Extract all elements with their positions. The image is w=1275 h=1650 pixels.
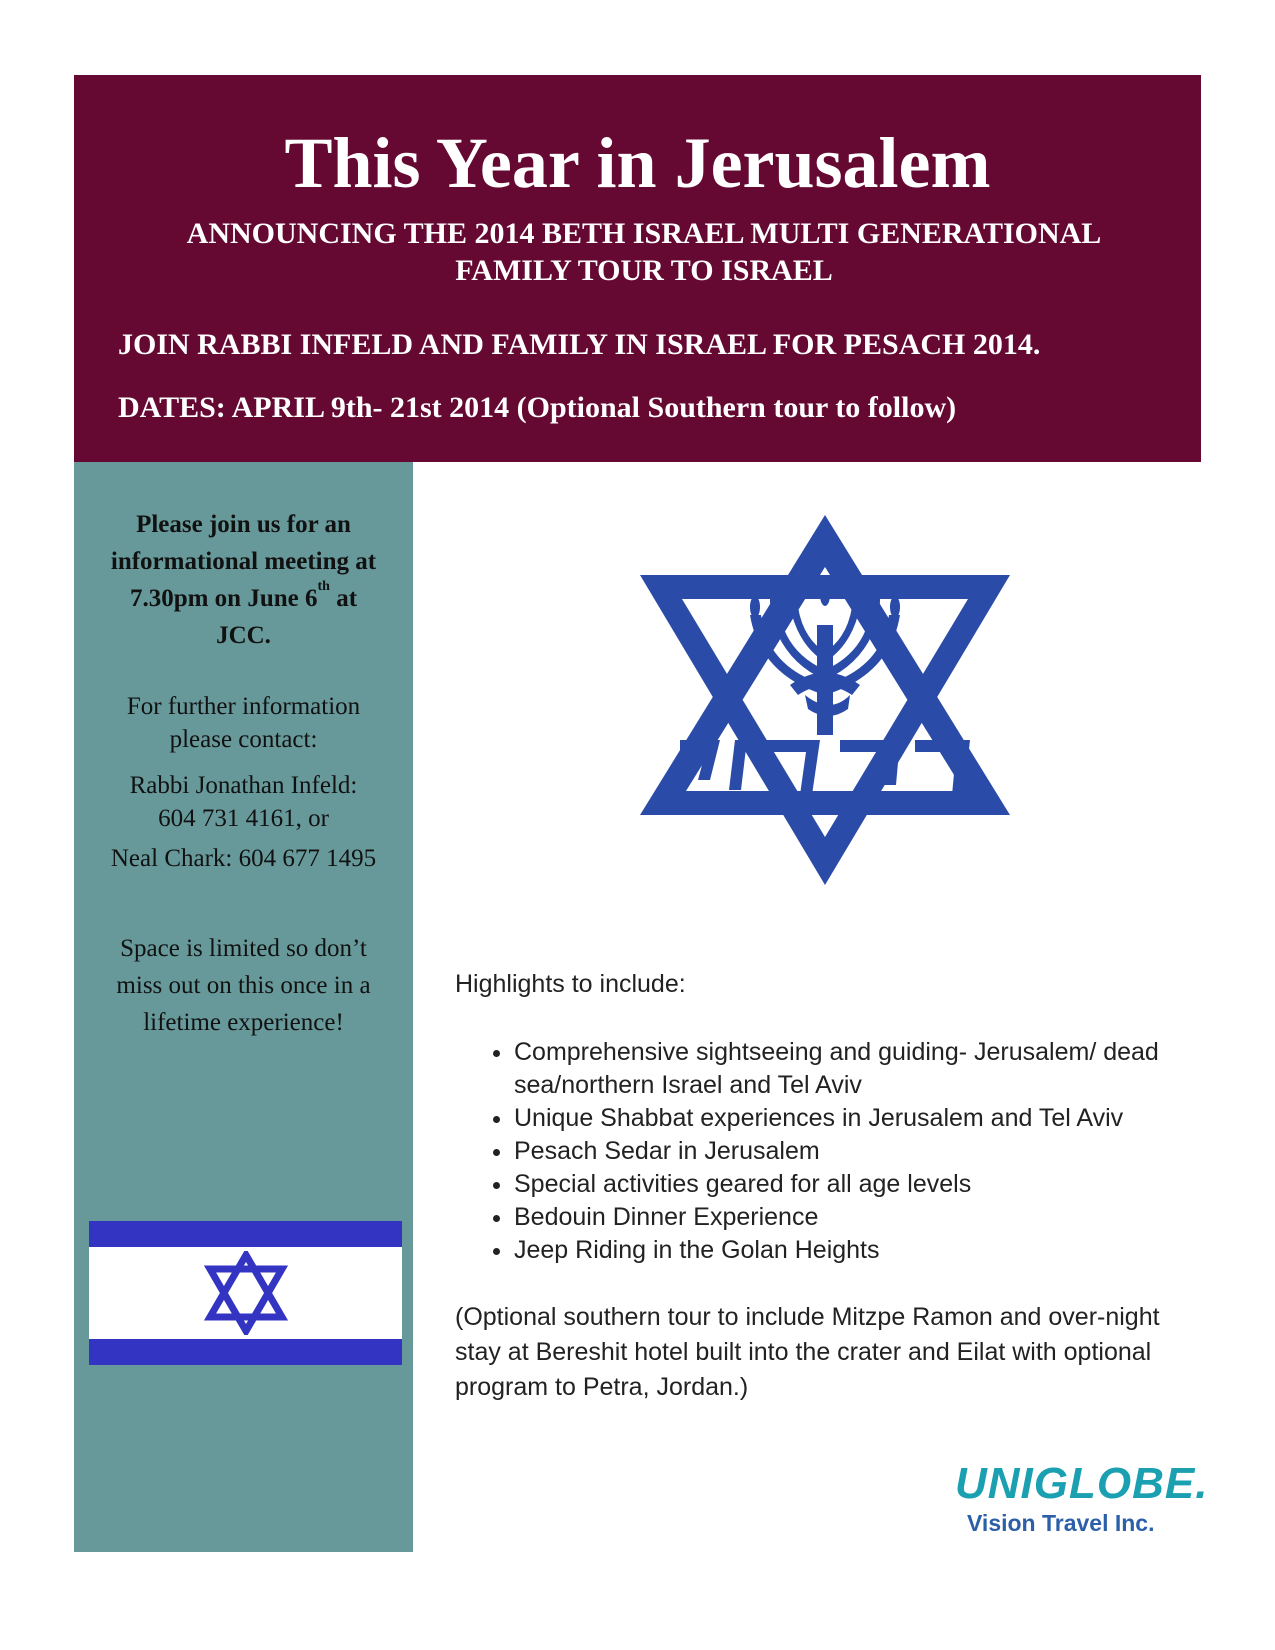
meeting-line [74,580,413,617]
space-line: miss out on this once in a [116,972,371,999]
uniglobe-logo [955,1459,1209,1542]
further-line: please contact: [169,726,318,753]
star-menorah-emblem-icon [640,515,1010,895]
meeting-at: at [329,585,358,612]
neal-contact: Neal Chark: 604 677 1495 [110,845,377,872]
announcement-line: FAMILY TOUR TO ISRAEL [455,254,833,287]
page-title: This Year in Jerusalem [284,123,991,203]
rabbi-contact [74,769,413,835]
meeting-line: informational meeting at [110,548,377,575]
space-line: lifetime experience! [143,1009,344,1036]
israel-flag [89,1221,402,1365]
highlights-list [470,1036,1234,1267]
highlight-item: • Pesach Sedar in Jerusalem [514,1135,1234,1168]
star-of-david-icon [202,1251,290,1335]
further-info [74,690,413,756]
rabbi-phone: 604 731 4161, or [158,805,329,832]
optional-tour-note: (Optional southern tour to include Mitzpe Ramon and over-night stay at Bereshit hotel built into the crater and Eilat with optional program to Petra, Jordan.) [455,1303,1160,1401]
highlight-item: • Bedouin Dinner Experience [514,1201,1234,1234]
meeting-info [74,506,413,654]
meeting-time: 7.30pm on June 6 [129,585,318,612]
announcement-line: ANNOUNCING THE 2014 BETH ISRAEL MULTI GENERATIONAL [186,217,1102,250]
join-text: JOIN RABBI INFELD AND FAMILY IN ISRAEL FOR PESACH 2014. [118,328,1041,361]
highlight-item: • Comprehensive sightseeing and guiding- Jerusalem/ dead sea/northern Israel and Tel Aviv [514,1036,1234,1102]
rabbi-name: Rabbi Jonathan Infeld: [129,772,358,799]
announcement [104,215,1184,289]
meeting-line: Please join us for an [136,511,351,538]
sidebar [74,462,413,1552]
further-line: For further information [126,693,361,720]
highlights-heading: Highlights to include: [455,970,686,998]
space-limited-note [74,930,413,1041]
ordinal-suffix: th [317,579,330,594]
highlight-item: • Jeep Riding in the Golan Heights [514,1234,1234,1267]
flag-stripe-bottom [89,1339,402,1365]
dates-text: DATES: APRIL 9th- 21st 2014 (Optional Southern tour to follow) [118,391,957,424]
meeting-line: JCC. [216,622,271,649]
header-banner [74,75,1201,462]
highlight-item: • Unique Shabbat experiences in Jerusalem and Tel Aviv [514,1102,1234,1135]
highlight-item: • Special activities geared for all age levels [514,1168,1234,1201]
uniglobe-wordmark: UNIGLOBE. [955,1459,1209,1508]
space-line: Space is limited so don’t [120,935,367,962]
uniglobe-tagline: Vision Travel Inc. [967,1510,1155,1536]
flag-stripe-top [89,1221,402,1247]
